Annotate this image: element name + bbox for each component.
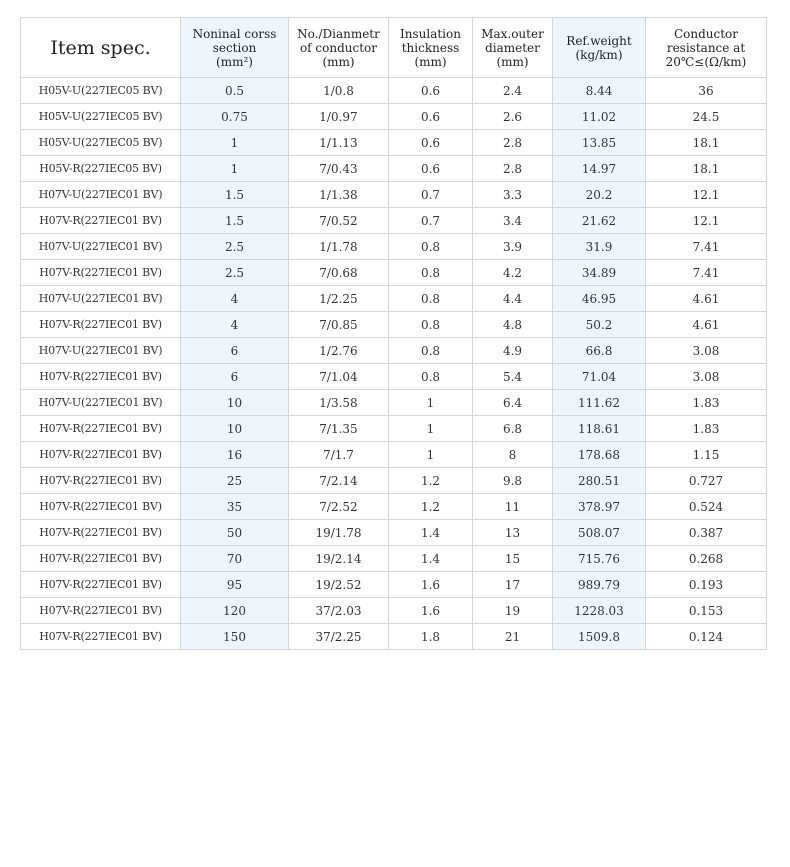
- cell-item-spec: H07V-U(227IEC01 BV): [21, 182, 181, 208]
- cell-conductor: 1/1.38: [289, 182, 389, 208]
- cell-insulation: 1: [389, 390, 473, 416]
- cell-conductor: 7/0.85: [289, 312, 389, 338]
- header-text-line: Insulation: [400, 26, 461, 41]
- header-conductor-count-diameter: [289, 18, 389, 78]
- cell-conductor: 7/2.52: [289, 494, 389, 520]
- header-text-line: No./Dianmetr: [297, 26, 380, 41]
- cell-resistance: 0.268: [646, 546, 767, 572]
- table-row: [21, 520, 767, 546]
- cell-outer-diameter: 6.8: [473, 416, 553, 442]
- table-row: [21, 312, 767, 338]
- cell-outer-diameter: 19: [473, 598, 553, 624]
- cell-cross-section: 2.5: [181, 234, 289, 260]
- header-text-line: (mm): [414, 54, 447, 69]
- cell-insulation: 0.8: [389, 364, 473, 390]
- cell-cross-section: 70: [181, 546, 289, 572]
- header-text-line: (mm): [496, 54, 529, 69]
- cell-item-spec: H07V-R(227IEC01 BV): [21, 416, 181, 442]
- cell-ref-weight: 1509.8: [553, 624, 646, 650]
- cell-cross-section: 2.5: [181, 260, 289, 286]
- cable-spec-table: [20, 17, 767, 650]
- header-item-spec: [21, 18, 181, 78]
- header-cross-section: [181, 18, 289, 78]
- cell-outer-diameter: 2.8: [473, 156, 553, 182]
- cell-cross-section: 95: [181, 572, 289, 598]
- cell-resistance: 0.727: [646, 468, 767, 494]
- cell-conductor: 7/1.04: [289, 364, 389, 390]
- cell-outer-diameter: 8: [473, 442, 553, 468]
- header-text-line: thickness: [401, 40, 460, 55]
- cell-resistance: 24.5: [646, 104, 767, 130]
- cell-outer-diameter: 6.4: [473, 390, 553, 416]
- cell-cross-section: 1: [181, 156, 289, 182]
- table-row: [21, 78, 767, 104]
- cell-resistance: 12.1: [646, 208, 767, 234]
- header-text-line: of conductor: [299, 40, 378, 55]
- cell-ref-weight: 34.89: [553, 260, 646, 286]
- table-row: [21, 572, 767, 598]
- cell-item-spec: H07V-R(227IEC01 BV): [21, 546, 181, 572]
- cell-ref-weight: 66.8: [553, 338, 646, 364]
- cell-ref-weight: 715.76: [553, 546, 646, 572]
- header-text-line: resistance at: [666, 40, 746, 55]
- cell-item-spec: H07V-R(227IEC01 BV): [21, 208, 181, 234]
- cell-outer-diameter: 4.8: [473, 312, 553, 338]
- cell-resistance: 1.83: [646, 416, 767, 442]
- cell-insulation: 0.8: [389, 260, 473, 286]
- cell-resistance: 0.153: [646, 598, 767, 624]
- cell-conductor: 1/3.58: [289, 390, 389, 416]
- header-text-line: Ref.weight: [566, 33, 632, 48]
- cell-outer-diameter: 3.4: [473, 208, 553, 234]
- cell-conductor: 1/2.76: [289, 338, 389, 364]
- cell-item-spec: H07V-R(227IEC01 BV): [21, 520, 181, 546]
- cell-outer-diameter: 21: [473, 624, 553, 650]
- header-text-line: (mm²): [216, 54, 253, 69]
- cell-cross-section: 35: [181, 494, 289, 520]
- cell-outer-diameter: 11: [473, 494, 553, 520]
- header-text-line: (kg/km): [575, 47, 623, 62]
- cell-insulation: 0.6: [389, 130, 473, 156]
- table-row: [21, 364, 767, 390]
- cell-outer-diameter: 3.3: [473, 182, 553, 208]
- cell-outer-diameter: 15: [473, 546, 553, 572]
- cell-resistance: 12.1: [646, 182, 767, 208]
- cell-resistance: 0.193: [646, 572, 767, 598]
- cell-insulation: 0.8: [389, 286, 473, 312]
- header-text-line: diameter: [485, 40, 540, 55]
- cell-conductor: 19/1.78: [289, 520, 389, 546]
- cell-insulation: 1.8: [389, 624, 473, 650]
- cell-conductor: 1/1.13: [289, 130, 389, 156]
- cell-cross-section: 6: [181, 364, 289, 390]
- cell-item-spec: H05V-U(227IEC05 BV): [21, 78, 181, 104]
- cell-cross-section: 16: [181, 442, 289, 468]
- cell-insulation: 0.8: [389, 312, 473, 338]
- cell-item-spec: H07V-R(227IEC01 BV): [21, 260, 181, 286]
- cell-cross-section: 10: [181, 416, 289, 442]
- cell-cross-section: 0.5: [181, 78, 289, 104]
- table-row: [21, 182, 767, 208]
- cell-conductor: 1/1.78: [289, 234, 389, 260]
- cell-insulation: 0.6: [389, 78, 473, 104]
- table-row: [21, 260, 767, 286]
- cell-outer-diameter: 13: [473, 520, 553, 546]
- cell-resistance: 4.61: [646, 286, 767, 312]
- cell-conductor: 7/2.14: [289, 468, 389, 494]
- cell-resistance: 36: [646, 78, 767, 104]
- cell-ref-weight: 508.07: [553, 520, 646, 546]
- cell-insulation: 1.4: [389, 520, 473, 546]
- cell-resistance: 7.41: [646, 234, 767, 260]
- cell-insulation: 0.7: [389, 208, 473, 234]
- table-row: [21, 130, 767, 156]
- cell-resistance: 0.524: [646, 494, 767, 520]
- cell-outer-diameter: 17: [473, 572, 553, 598]
- cell-conductor: 37/2.03: [289, 598, 389, 624]
- cell-cross-section: 1.5: [181, 182, 289, 208]
- cell-insulation: 0.7: [389, 182, 473, 208]
- cell-conductor: 7/0.43: [289, 156, 389, 182]
- header-text-line: Item spec.: [50, 36, 151, 59]
- cell-outer-diameter: 4.2: [473, 260, 553, 286]
- cell-item-spec: H05V-U(227IEC05 BV): [21, 130, 181, 156]
- cell-ref-weight: 378.97: [553, 494, 646, 520]
- cell-ref-weight: 111.62: [553, 390, 646, 416]
- cell-resistance: 18.1: [646, 130, 767, 156]
- cell-item-spec: H07V-R(227IEC01 BV): [21, 494, 181, 520]
- table-row: [21, 390, 767, 416]
- cell-ref-weight: 13.85: [553, 130, 646, 156]
- table-row: [21, 442, 767, 468]
- cell-outer-diameter: 2.6: [473, 104, 553, 130]
- cell-ref-weight: 46.95: [553, 286, 646, 312]
- header-conductor-resistance: [646, 18, 767, 78]
- table-row: [21, 468, 767, 494]
- table-row: [21, 416, 767, 442]
- cell-conductor: 1/0.8: [289, 78, 389, 104]
- header-ref-weight: [553, 18, 646, 78]
- cell-resistance: 7.41: [646, 260, 767, 286]
- cell-ref-weight: 118.61: [553, 416, 646, 442]
- cell-cross-section: 0.75: [181, 104, 289, 130]
- cell-ref-weight: 1228.03: [553, 598, 646, 624]
- header-text-line: Max.outer: [481, 26, 544, 41]
- cell-resistance: 18.1: [646, 156, 767, 182]
- cell-cross-section: 1.5: [181, 208, 289, 234]
- cell-resistance: 1.83: [646, 390, 767, 416]
- cell-cross-section: 4: [181, 312, 289, 338]
- cell-ref-weight: 71.04: [553, 364, 646, 390]
- cell-item-spec: H07V-U(227IEC01 BV): [21, 234, 181, 260]
- table-row: [21, 286, 767, 312]
- cell-item-spec: H07V-R(227IEC01 BV): [21, 312, 181, 338]
- header-text-line: Noninal corss: [192, 26, 277, 41]
- cell-cross-section: 50: [181, 520, 289, 546]
- cell-conductor: 7/1.35: [289, 416, 389, 442]
- cell-ref-weight: 989.79: [553, 572, 646, 598]
- cell-cross-section: 10: [181, 390, 289, 416]
- cell-resistance: 3.08: [646, 338, 767, 364]
- cell-item-spec: H07V-R(227IEC01 BV): [21, 442, 181, 468]
- cell-conductor: 7/1.7: [289, 442, 389, 468]
- cell-insulation: 1.2: [389, 468, 473, 494]
- cell-outer-diameter: 3.9: [473, 234, 553, 260]
- cell-ref-weight: 31.9: [553, 234, 646, 260]
- cell-ref-weight: 280.51: [553, 468, 646, 494]
- cell-outer-diameter: 2.8: [473, 130, 553, 156]
- cell-resistance: 4.61: [646, 312, 767, 338]
- cell-resistance: 0.387: [646, 520, 767, 546]
- table-row: [21, 624, 767, 650]
- cell-resistance: 0.124: [646, 624, 767, 650]
- cell-conductor: 7/0.68: [289, 260, 389, 286]
- table-row: [21, 598, 767, 624]
- cell-insulation: 1.6: [389, 572, 473, 598]
- cell-insulation: 1.4: [389, 546, 473, 572]
- cell-insulation: 0.6: [389, 104, 473, 130]
- cell-resistance: 3.08: [646, 364, 767, 390]
- header-insulation-thickness: [389, 18, 473, 78]
- cell-cross-section: 25: [181, 468, 289, 494]
- cell-insulation: 1: [389, 442, 473, 468]
- cell-outer-diameter: 2.4: [473, 78, 553, 104]
- cell-insulation: 1.2: [389, 494, 473, 520]
- cell-outer-diameter: 9.8: [473, 468, 553, 494]
- header-row: [21, 18, 767, 78]
- cell-outer-diameter: 5.4: [473, 364, 553, 390]
- cell-item-spec: H07V-R(227IEC01 BV): [21, 364, 181, 390]
- cell-item-spec: H07V-U(227IEC01 BV): [21, 286, 181, 312]
- table-row: [21, 104, 767, 130]
- cell-item-spec: H07V-R(227IEC01 BV): [21, 624, 181, 650]
- cell-insulation: 1: [389, 416, 473, 442]
- table-body: [21, 78, 767, 650]
- cell-insulation: 0.8: [389, 338, 473, 364]
- cell-insulation: 1.6: [389, 598, 473, 624]
- header-text-line: Conductor: [673, 26, 739, 41]
- cell-item-spec: H05V-R(227IEC05 BV): [21, 156, 181, 182]
- header-max-outer-diameter: [473, 18, 553, 78]
- cell-conductor: 19/2.14: [289, 546, 389, 572]
- cell-cross-section: 120: [181, 598, 289, 624]
- cell-cross-section: 150: [181, 624, 289, 650]
- cell-item-spec: H05V-U(227IEC05 BV): [21, 104, 181, 130]
- cell-insulation: 0.6: [389, 156, 473, 182]
- cell-ref-weight: 50.2: [553, 312, 646, 338]
- cell-ref-weight: 8.44: [553, 78, 646, 104]
- cell-resistance: 1.15: [646, 442, 767, 468]
- cell-item-spec: H07V-U(227IEC01 BV): [21, 390, 181, 416]
- cell-item-spec: H07V-R(227IEC01 BV): [21, 572, 181, 598]
- cell-item-spec: H07V-R(227IEC01 BV): [21, 468, 181, 494]
- cell-ref-weight: 14.97: [553, 156, 646, 182]
- cell-insulation: 0.8: [389, 234, 473, 260]
- cell-cross-section: 1: [181, 130, 289, 156]
- table-row: [21, 546, 767, 572]
- header-text-line: section: [212, 40, 257, 55]
- cell-outer-diameter: 4.9: [473, 338, 553, 364]
- cell-conductor: 7/0.52: [289, 208, 389, 234]
- table-header: [21, 18, 767, 78]
- table-row: [21, 494, 767, 520]
- cell-ref-weight: 178.68: [553, 442, 646, 468]
- header-text-line: (mm): [322, 54, 355, 69]
- cell-ref-weight: 21.62: [553, 208, 646, 234]
- cell-ref-weight: 11.02: [553, 104, 646, 130]
- cell-conductor: 1/0.97: [289, 104, 389, 130]
- table-row: [21, 338, 767, 364]
- cell-conductor: 19/2.52: [289, 572, 389, 598]
- table-row: [21, 234, 767, 260]
- cell-item-spec: H07V-U(227IEC01 BV): [21, 338, 181, 364]
- header-text-line: 20℃≤(Ω/km): [665, 54, 747, 69]
- cell-conductor: 37/2.25: [289, 624, 389, 650]
- cell-conductor: 1/2.25: [289, 286, 389, 312]
- cell-cross-section: 4: [181, 286, 289, 312]
- table-row: [21, 156, 767, 182]
- cell-cross-section: 6: [181, 338, 289, 364]
- table-row: [21, 208, 767, 234]
- cell-outer-diameter: 4.4: [473, 286, 553, 312]
- cell-item-spec: H07V-R(227IEC01 BV): [21, 598, 181, 624]
- cell-ref-weight: 20.2: [553, 182, 646, 208]
